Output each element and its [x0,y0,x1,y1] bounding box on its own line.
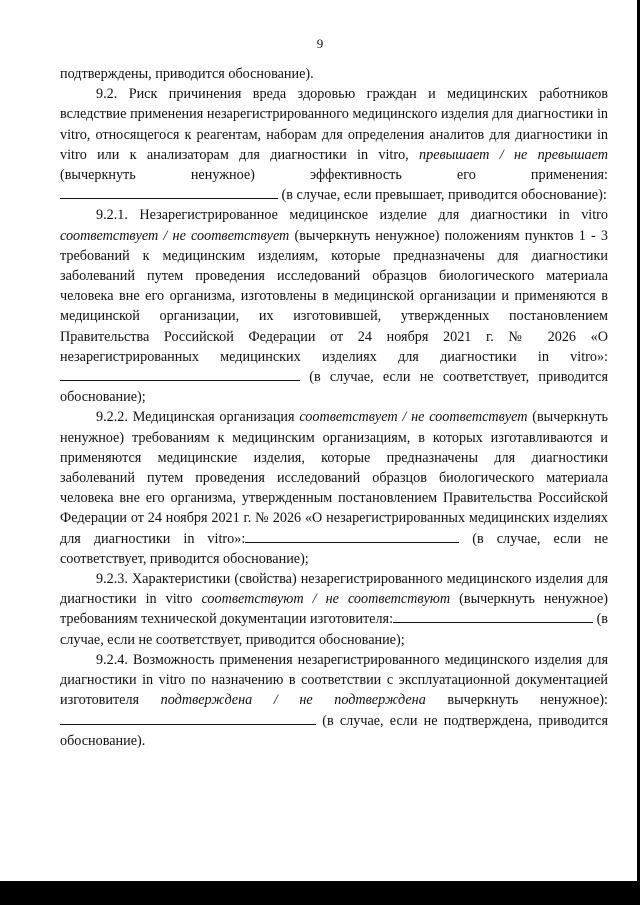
text-segment: 9.2.3. Характеристики (свойства) незарегистрированного медицинского изделия для диагностики in vitro [60,571,608,608]
text-segment: 9.2. Риск причинения вреда здоровью граждан и медицинских работников вследствие применения незарегистрированного медицинского изделия для диагностики in vitro, относящегося к реагентам, наборам для определения аналитов для диагностики in vitro или к анализаторам для диагностики in vitro, [60,86,608,163]
fill-in-blank[interactable] [393,609,593,623]
text-segment: (вычеркнуть ненужное) требованиям к медицинским организациям, в которых изготавливаются и применяются медицинские изделия, которые предназначены для диагностики заболеваний путем проведения исследований образцов биологического материала человека вне его организма, утвержденным постановлением Правительства Российской Федерации от 24 ноября 2021 г. № 2026 «О незарегистрированных медицинских изделиях для диагностики in vitro»: [60,409,608,547]
text-segment: вычеркнуть ненужное): [425,692,608,709]
text-segment: (в случае, если не соответствует, приводится обоснование); [60,369,608,406]
text-segment: (в случае, если не соответствует, приводится обоснование); [60,530,609,567]
page-number: 9 [316,36,324,51]
document-body [60,64,608,751]
paragraph-9-2-2 [60,407,608,569]
text-segment: (в случае, если превышает, приводится обоснование): [278,187,607,204]
choice-text: соответствует / не соответствует [299,409,528,426]
choice-text: соответствуют / не соответствуют [201,591,451,608]
text-segment: 9.2.2. Медицинская организация [96,409,300,426]
choice-text: подтверждена / не подтверждена [160,692,426,709]
fill-in-blank[interactable] [245,529,459,543]
text-segment: (вычеркнуть ненужное) положениям пунктов 1 - 3 требований к медицинским изделиям, которые предназначены для диагностики заболеваний путем проведения исследований образцов биологического материала человека вне его организма, изготовлены в медицинской организации и применяются в медицинской организации, их изготовившей, утвержденных постановлением Правительства Российской Федерации от 24 ноября 2021 г. № 2026 «О незарегистрированных медицинских изделиях для диагностики in vitro»: [60,227,608,365]
text-segment: (в случае, если не соответствует, приводится обоснование); [60,611,608,648]
text-segment: (вычеркнуть ненужное) требованиям технической документации изготовителя: [60,591,608,628]
paragraph-continuation: подтверждены, приводится обоснование). [60,66,314,82]
text-segment: 9.2.1. Незарегистрированное медицинское изделие для диагностики in vitro [96,207,608,224]
paragraph-9-2 [60,84,608,205]
fill-in-blank[interactable] [60,185,278,199]
fill-in-blank[interactable] [60,711,316,725]
text-segment: (вычеркнуть ненужное) эффективность его применения: [60,167,608,184]
paragraph-9-2-3 [60,569,608,650]
choice-text: превышает / не превышает [419,146,608,163]
text-segment: (в случае, если не подтверждена, приводится обоснование). [60,712,608,749]
page-edge-bottom [0,881,640,905]
text-segment: 9.2.4. Возможность применения незарегистрированного медицинского изделия для диагностики in vitro по назначению в соответствии с эксплуатационной документацией изготовителя [60,651,608,709]
paragraph-9-2-4 [60,650,608,751]
choice-text: соответствует / не соответствует [60,227,290,244]
paragraph-9-2-1 [60,205,608,407]
fill-in-blank[interactable] [60,367,300,381]
